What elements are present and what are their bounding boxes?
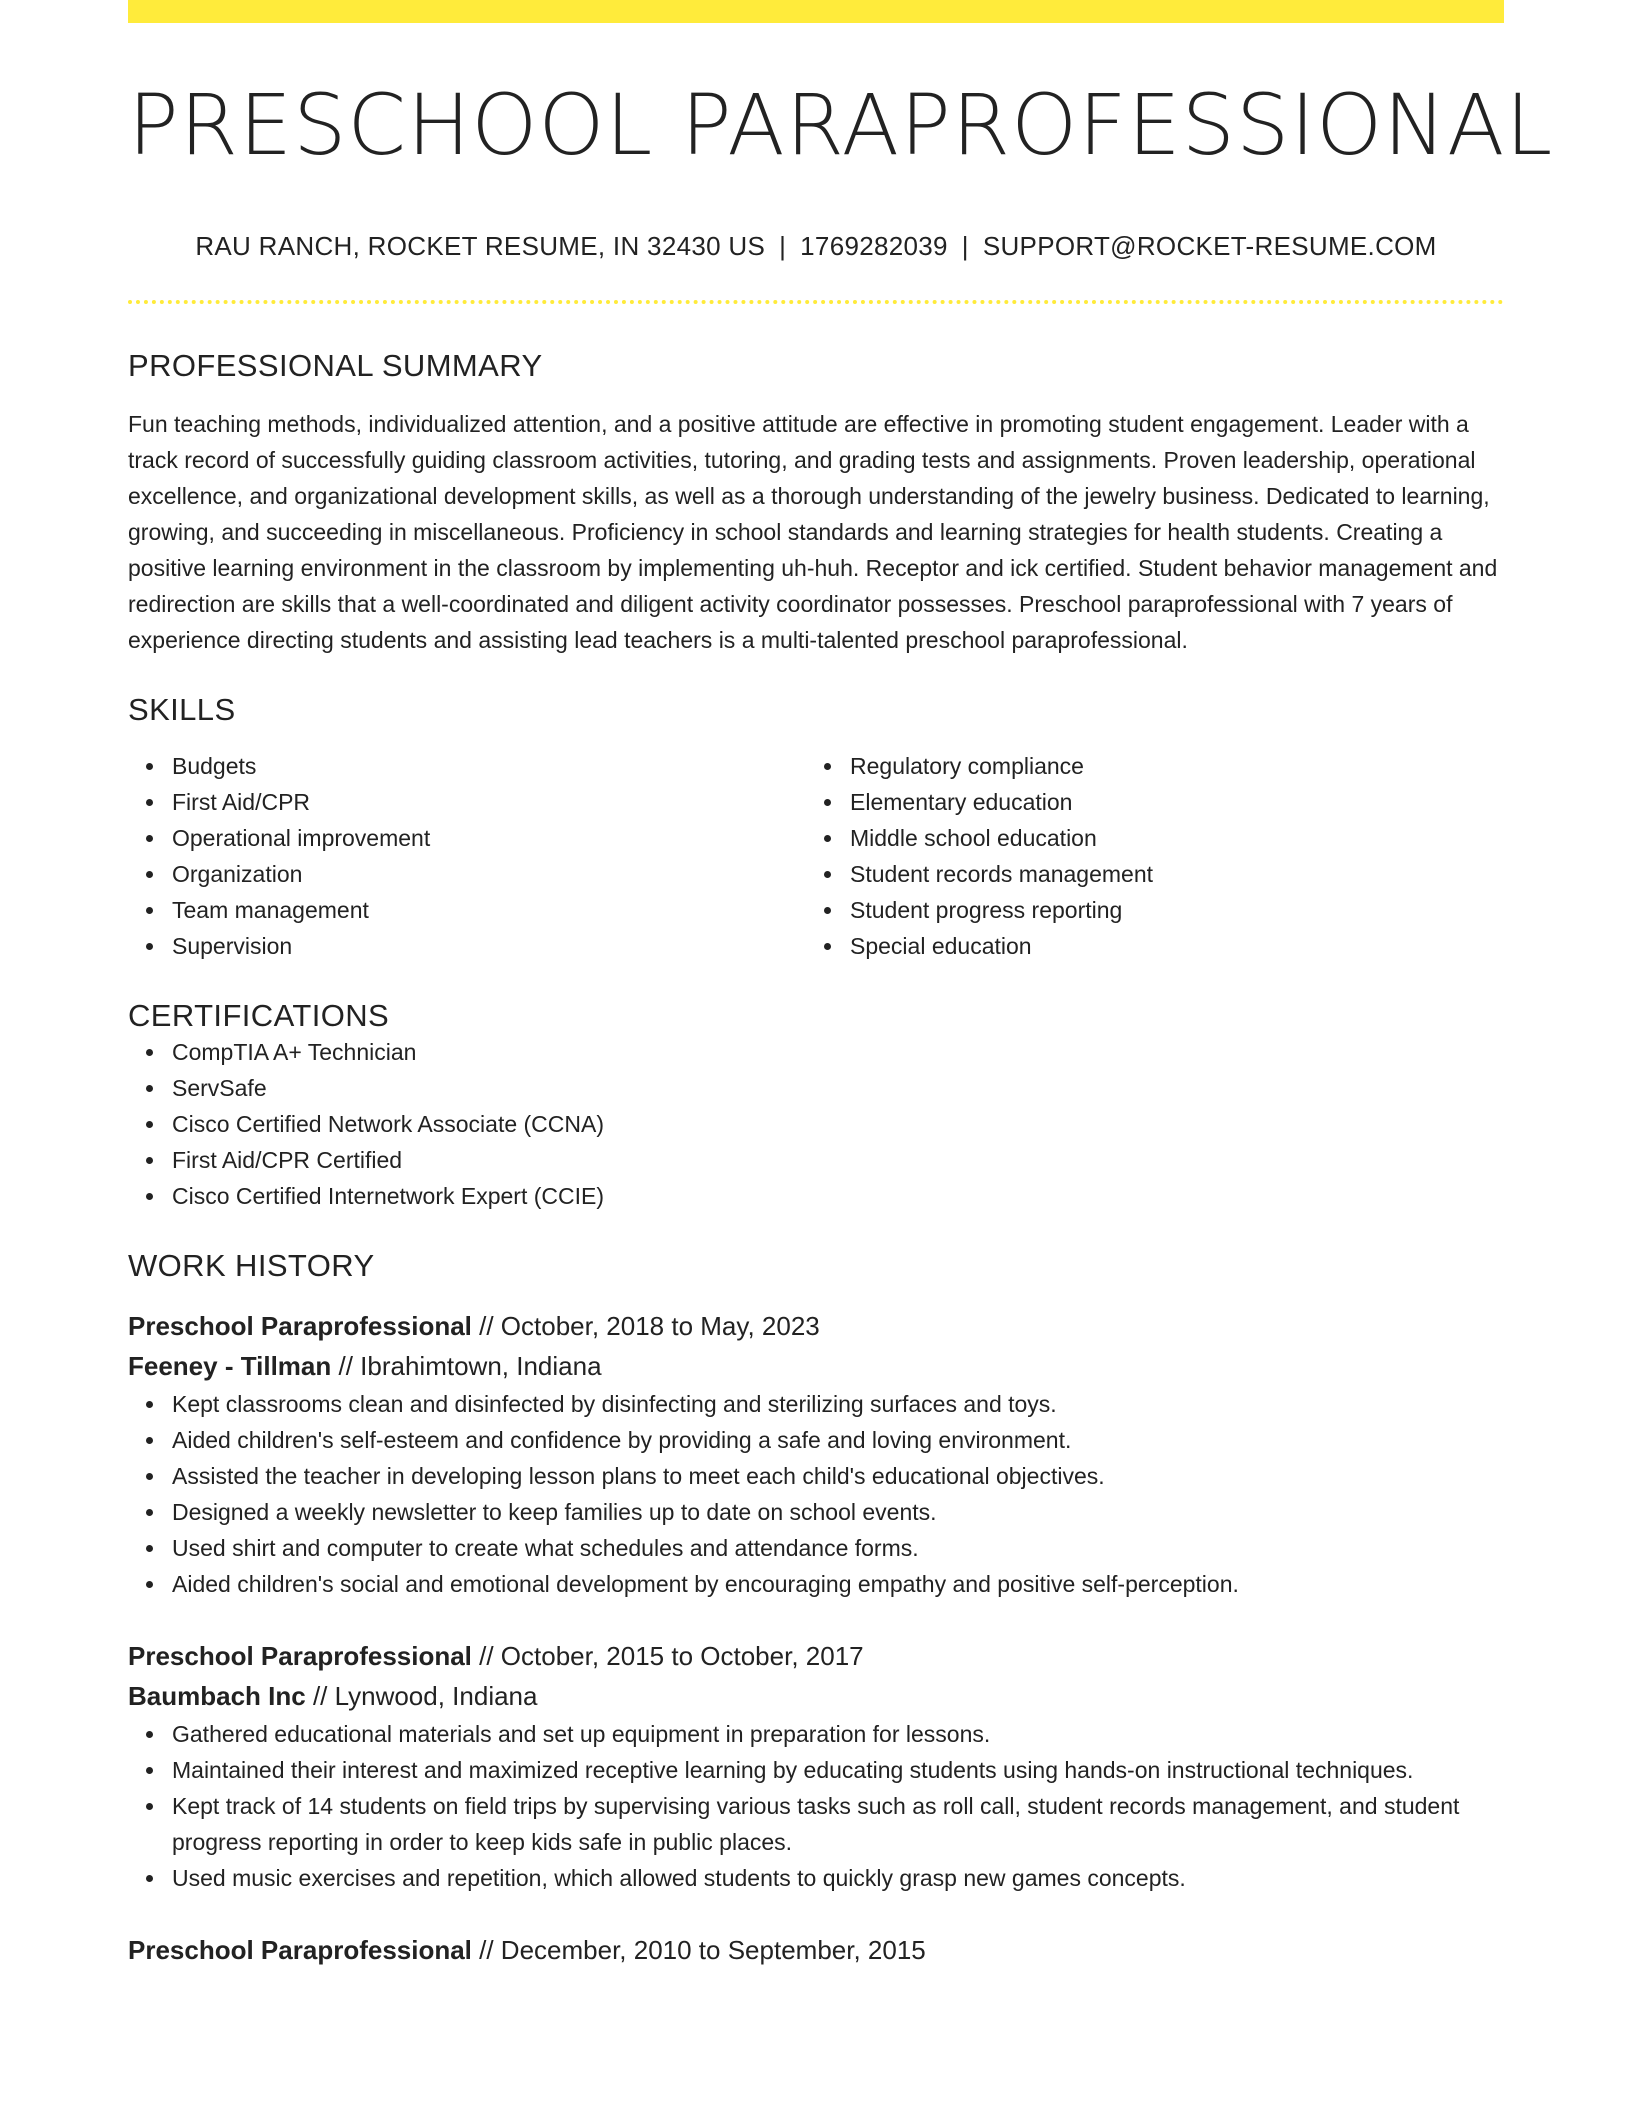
dotted-divider [128,300,1504,304]
job-company-line [128,1346,1504,1386]
accent-top-bar [128,0,1504,23]
job-dates: // December, 2010 to September, 2015 [471,1935,926,1966]
skill-item: Middle school education [850,820,1484,856]
contact-address: RAU RANCH, ROCKET RESUME, IN 32430 US [195,231,766,262]
skill-item: Student progress reporting [850,892,1484,928]
skills-column-right [806,748,1484,964]
job-entry [128,1306,1504,1602]
contact-line [128,231,1504,262]
job-company: Baumbach Inc [128,1681,306,1712]
certification-item: Cisco Certified Internetwork Expert (CCIE) [172,1178,1504,1214]
job-company: Feeney - Tillman [128,1351,332,1382]
certification-item: First Aid/CPR Certified [172,1142,1504,1178]
certification-item: Cisco Certified Network Associate (CCNA) [172,1106,1504,1142]
summary-text: Fun teaching methods, individualized attention, and a positive attitude are effective in promoting student engagement. Leader with a track record of successfully guiding classroom activities, tutoring, and grading tests and assignments. Proven leadership, operational excellence, and organizational development skills, as well as a thorough understanding of the jewelry business. Dedicated to learning, growing, and succeeding in miscellaneous. Proficiency in school standards and learning strategies for health students. Creating a positive learning environment in the classroom by implementing uh-huh. Receptor and ick certified. Student behavior management and redirection are skills that a well-coordinated and diligent activity coordinator possesses. Preschool paraprofessional with 7 years of experience directing students and assisting lead teachers is a multi-talented preschool paraprofessional. [128,411,1498,654]
job-duty-item: Kept track of 14 students on field trips by supervising various tasks such as roll call, student records management, and student progress reporting in order to keep kids safe in public places. [172,1788,1504,1860]
job-entry [128,1636,1504,1896]
skill-item: Supervision [172,928,806,964]
job-duty-item: Aided children's self-esteem and confidence by providing a safe and loving environment. [172,1422,1504,1458]
job-duty-item: Maintained their interest and maximized receptive learning by educating students using hands-on instructional techniques. [172,1752,1504,1788]
job-dates: // October, 2015 to October, 2017 [471,1641,864,1672]
skills-column-left [128,748,806,964]
job-duty-item: Kept classrooms clean and disinfected by disinfecting and sterilizing surfaces and toys. [172,1386,1504,1422]
job-role: Preschool Paraprofessional [128,1935,472,1966]
job-dates: // October, 2018 to May, 2023 [471,1311,820,1342]
candidate-title: PRESCHOOL PARAPROFESSIONAL [128,76,1554,174]
job-entry [128,1930,1504,1970]
skill-item: Operational improvement [172,820,806,856]
skill-item: Regulatory compliance [850,748,1484,784]
certifications-list [128,1034,1504,1214]
job-role-line [128,1930,1504,1970]
resume-page [128,0,1554,1970]
job-role-line [128,1636,1504,1676]
job-duty-item: Designed a weekly newsletter to keep families up to date on school events. [172,1494,1504,1530]
job-company-line [128,1676,1504,1716]
work-history-heading: WORK HISTORY [128,1248,375,1284]
job-duty-item: Aided children's social and emotional development by encouraging empathy and positive self-perception. [172,1566,1504,1602]
skill-item: Team management [172,892,806,928]
skills-list-right [806,748,1484,964]
skill-item: Elementary education [850,784,1484,820]
job-duties-list [128,1716,1504,1896]
job-location: // Ibrahimtown, Indiana [331,1351,602,1382]
skills-list-left [128,748,806,964]
job-role: Preschool Paraprofessional [128,1311,472,1342]
job-role-line [128,1306,1504,1346]
job-role: Preschool Paraprofessional [128,1641,472,1672]
job-duty-item: Used music exercises and repetition, which allowed students to quickly grasp new games concepts. [172,1860,1504,1896]
skills-heading: SKILLS [128,692,236,728]
certifications-heading: CERTIFICATIONS [128,998,390,1034]
contact-phone: 1769282039 [800,231,948,262]
certification-item: CompTIA A+ Technician [172,1034,1504,1070]
skill-item: Student records management [850,856,1484,892]
summary-heading: PROFESSIONAL SUMMARY [128,348,543,384]
job-duty-item: Gathered educational materials and set up equipment in preparation for lessons. [172,1716,1504,1752]
job-duty-item: Used shirt and computer to create what schedules and attendance forms. [172,1530,1504,1566]
certification-item: ServSafe [172,1070,1504,1106]
job-duties-list [128,1386,1504,1602]
skill-item: First Aid/CPR [172,784,806,820]
skill-item: Organization [172,856,806,892]
skills-grid [128,748,1504,964]
job-location: // Lynwood, Indiana [305,1681,538,1712]
skill-item: Budgets [172,748,806,784]
contact-separator: | [779,231,787,262]
contact-email: SUPPORT@ROCKET-RESUME.COM [982,231,1437,262]
job-duty-item: Assisted the teacher in developing lesson plans to meet each child's educational objectives. [172,1458,1504,1494]
contact-separator: | [961,231,969,262]
skill-item: Special education [850,928,1484,964]
